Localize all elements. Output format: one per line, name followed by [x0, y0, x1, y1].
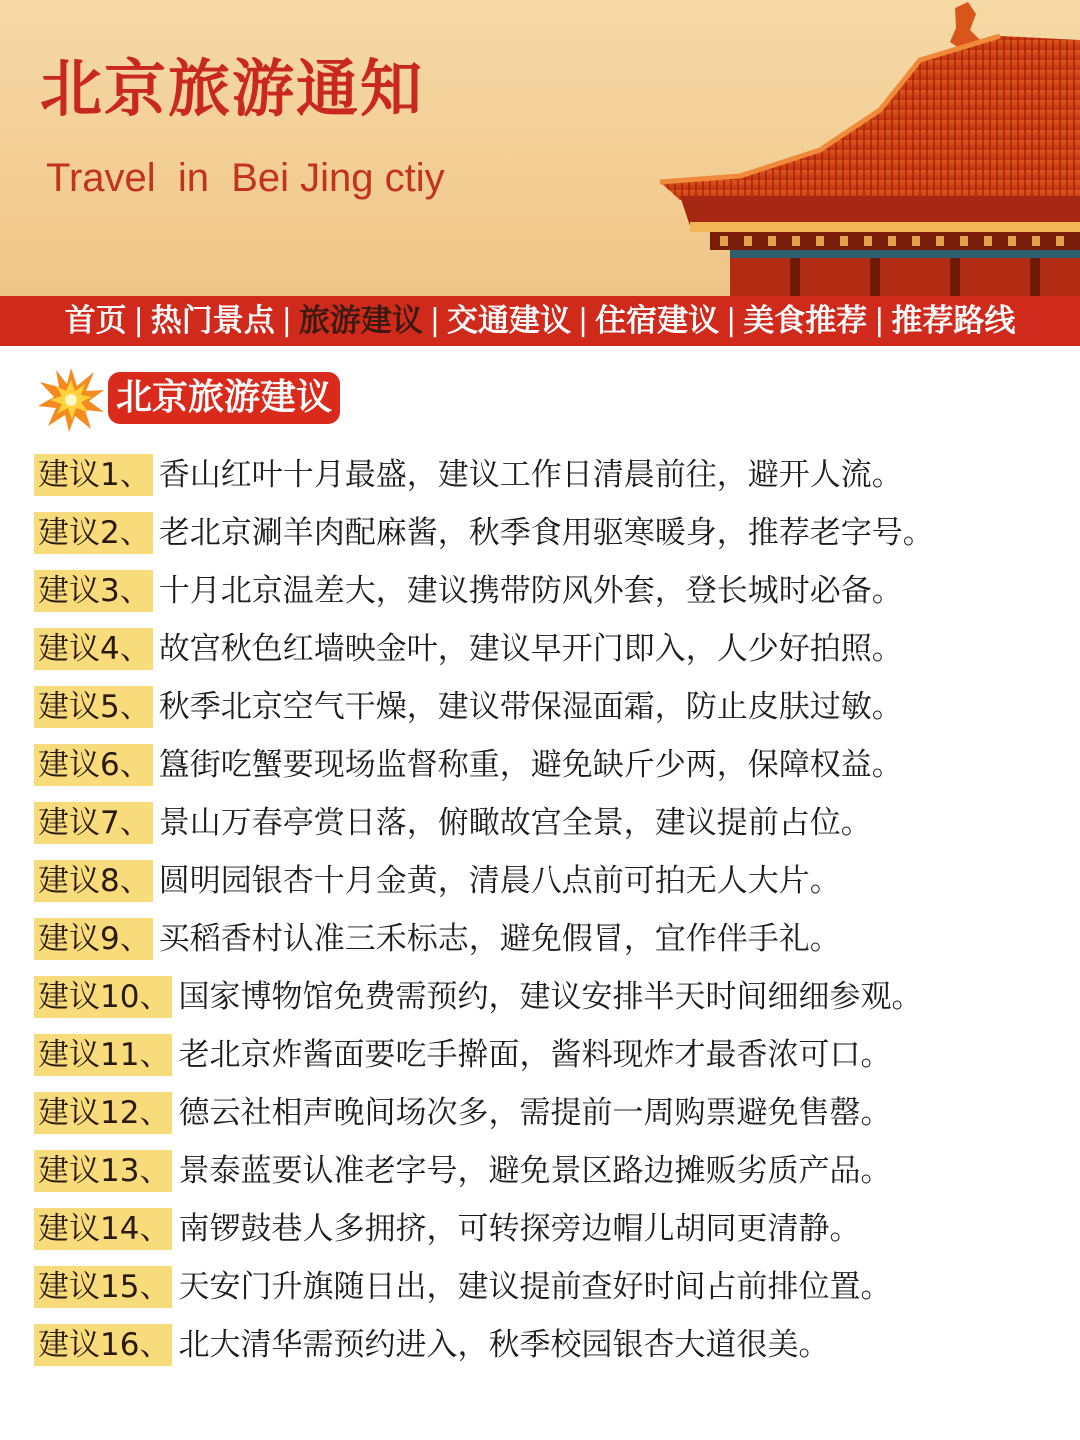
tip-text: 天安门升旗随日出，建议提前查好时间占前排位置。 — [178, 1269, 892, 1305]
tip-text: 景山万春亭赏日落，俯瞰故宫全景，建议提前占位。 — [158, 805, 872, 841]
nav-item-lodging[interactable]: 住宿建议 — [595, 303, 720, 339]
tip-text: 德云社相声晚间场次多，需提前一周购票避免售罄。 — [178, 1095, 892, 1131]
tip-text: 买稻香村认准三禾标志，避免假冒，宜作伴手礼。 — [158, 921, 841, 957]
list-item — [34, 1084, 1064, 1142]
tip-text: 景泰蓝要认准老字号，避免景区路边摊贩劣质产品。 — [178, 1153, 892, 1189]
list-item — [34, 1258, 1064, 1316]
list-item — [34, 968, 1064, 1026]
tip-text: 香山红叶十月最盛，建议工作日清晨前往，避开人流。 — [158, 457, 903, 493]
tip-number: 建议16、 — [34, 1324, 172, 1366]
palace-roof-illustration — [620, 0, 1080, 296]
tip-number: 建议14、 — [34, 1208, 172, 1250]
list-item — [34, 910, 1064, 968]
tip-text: 秋季北京空气干燥，建议带保湿面霜，防止皮肤过敏。 — [158, 689, 903, 725]
nav-separator: | — [429, 303, 440, 338]
tip-text: 故宫秋色红墙映金叶，建议早开门即入，人少好拍照。 — [158, 631, 903, 667]
nav-item-home[interactable]: 首页 — [64, 303, 127, 339]
tip-text: 簋街吃蟹要现场监督称重，避免缺斤少两，保障权益。 — [158, 747, 903, 783]
tip-number: 建议6、 — [34, 744, 153, 786]
list-item — [34, 852, 1064, 910]
nav-item-food[interactable]: 美食推荐 — [743, 303, 868, 339]
nav-separator: | — [874, 303, 885, 338]
top-nav — [0, 296, 1080, 346]
tip-text: 北大清华需预约进入，秋季校园银杏大道很美。 — [178, 1327, 830, 1363]
header-banner — [0, 0, 1080, 296]
tip-text: 十月北京温差大，建议携带防风外套，登长城时必备。 — [158, 573, 903, 609]
list-item — [34, 620, 1064, 678]
tips-list — [34, 446, 1064, 1374]
tip-number: 建议15、 — [34, 1266, 172, 1308]
tip-number: 建议2、 — [34, 512, 153, 554]
list-item — [34, 1026, 1064, 1084]
tip-number: 建议9、 — [34, 918, 153, 960]
tip-number: 建议3、 — [34, 570, 153, 612]
tip-number: 建议4、 — [34, 628, 153, 670]
page-title: 北京旅游通知 — [40, 52, 425, 125]
list-item — [34, 1316, 1064, 1374]
nav-separator: | — [726, 303, 737, 338]
list-item — [34, 678, 1064, 736]
tip-number: 建议10、 — [34, 976, 172, 1018]
tip-text: 老北京涮羊肉配麻酱，秋季食用驱寒暖身，推荐老字号。 — [158, 515, 934, 551]
list-item — [34, 1142, 1064, 1200]
nav-item-attractions[interactable]: 热门景点 — [150, 303, 275, 339]
page-subtitle: Travel in Bei Jing ctiy — [46, 156, 445, 200]
tip-number: 建议7、 — [34, 802, 153, 844]
list-item — [34, 446, 1064, 504]
section-title: 北京旅游建议 — [108, 372, 340, 424]
nav-item-travel-tips[interactable]: 旅游建议 — [298, 303, 423, 339]
tip-number: 建议12、 — [34, 1092, 172, 1134]
tip-text: 圆明园银杏十月金黄，清晨八点前可拍无人大片。 — [158, 863, 841, 899]
tip-number: 建议1、 — [34, 454, 153, 496]
nav-separator: | — [578, 303, 589, 338]
nav-item-transport[interactable]: 交通建议 — [447, 303, 571, 339]
list-item — [34, 736, 1064, 794]
tip-text: 南锣鼓巷人多拥挤，可转探旁边帽儿胡同更清静。 — [178, 1211, 861, 1247]
nav-separator: | — [133, 303, 144, 338]
tip-text: 国家博物馆免费需预约，建议安排半天时间细细参观。 — [178, 979, 923, 1015]
tip-number: 建议13、 — [34, 1150, 172, 1192]
nav-item-routes[interactable]: 推荐路线 — [891, 303, 1016, 339]
tip-number: 建议5、 — [34, 686, 153, 728]
nav-separator: | — [281, 303, 292, 338]
tip-text: 老北京炸酱面要吃手擀面，酱料现炸才最香浓可口。 — [178, 1037, 892, 1073]
explosion-icon — [36, 366, 106, 432]
tip-number: 建议11、 — [34, 1034, 172, 1076]
list-item — [34, 504, 1064, 562]
tip-number: 建议8、 — [34, 860, 153, 902]
list-item — [34, 1200, 1064, 1258]
list-item — [34, 562, 1064, 620]
list-item — [34, 794, 1064, 852]
